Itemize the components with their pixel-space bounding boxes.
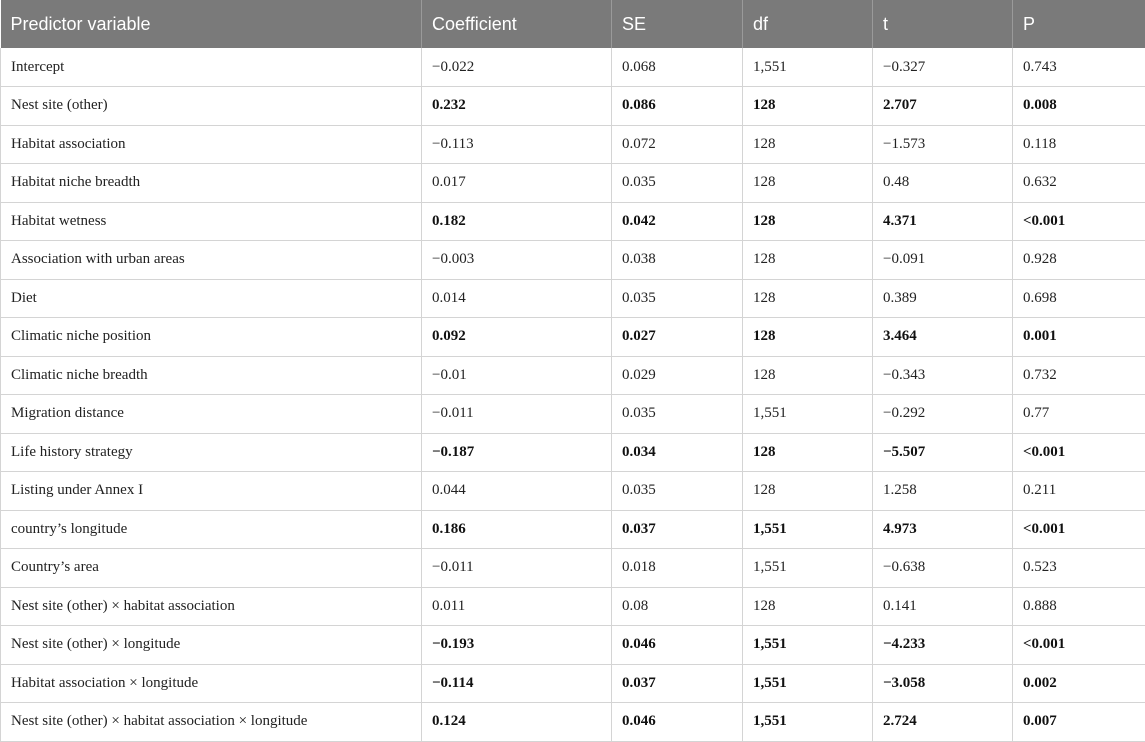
coefficient-cell: −0.193 xyxy=(422,626,612,665)
p-cell: 0.008 xyxy=(1013,87,1145,126)
t-cell: −0.292 xyxy=(873,395,1013,434)
predictor-variable-cell: Life history strategy xyxy=(1,433,422,472)
predictor-variable-cell: Habitat association xyxy=(1,125,422,164)
se-cell: 0.046 xyxy=(612,703,743,742)
table-row xyxy=(1,510,1145,549)
se-cell: 0.037 xyxy=(612,664,743,703)
table-row xyxy=(1,48,1145,87)
header-row xyxy=(1,0,1145,48)
t-cell: −4.233 xyxy=(873,626,1013,665)
coefficient-cell: −0.114 xyxy=(422,664,612,703)
df-cell: 128 xyxy=(743,279,873,318)
table-row xyxy=(1,626,1145,665)
se-cell: 0.035 xyxy=(612,472,743,511)
se-cell: 0.038 xyxy=(612,241,743,280)
df-cell: 128 xyxy=(743,125,873,164)
predictor-variable-cell: Nest site (other) × habitat association × longitude xyxy=(1,703,422,742)
df-cell: 1,551 xyxy=(743,510,873,549)
t-cell: 4.973 xyxy=(873,510,1013,549)
header-p: P xyxy=(1013,0,1145,48)
p-cell: 0.007 xyxy=(1013,703,1145,742)
df-cell: 1,551 xyxy=(743,395,873,434)
df-cell: 128 xyxy=(743,472,873,511)
df-cell: 128 xyxy=(743,318,873,357)
p-cell: 0.743 xyxy=(1013,48,1145,87)
coefficient-cell: 0.232 xyxy=(422,87,612,126)
t-cell: 2.724 xyxy=(873,703,1013,742)
coefficient-cell: −0.01 xyxy=(422,356,612,395)
header-se: SE xyxy=(612,0,743,48)
df-cell: 128 xyxy=(743,87,873,126)
table-row xyxy=(1,87,1145,126)
predictor-variable-cell: Intercept xyxy=(1,48,422,87)
predictor-variable-cell: Climatic niche position xyxy=(1,318,422,357)
coefficient-cell: −0.011 xyxy=(422,549,612,588)
predictor-variable-cell: Habitat niche breadth xyxy=(1,164,422,203)
se-cell: 0.046 xyxy=(612,626,743,665)
header-predictor-variable: Predictor variable xyxy=(1,0,422,48)
t-cell: 0.48 xyxy=(873,164,1013,203)
header-t: t xyxy=(873,0,1013,48)
df-cell: 128 xyxy=(743,202,873,241)
predictor-variable-cell: Diet xyxy=(1,279,422,318)
table-row xyxy=(1,164,1145,203)
coefficient-cell: 0.186 xyxy=(422,510,612,549)
se-cell: 0.018 xyxy=(612,549,743,588)
p-cell: 0.211 xyxy=(1013,472,1145,511)
table-row xyxy=(1,433,1145,472)
t-cell: −0.327 xyxy=(873,48,1013,87)
table-row xyxy=(1,318,1145,357)
t-cell: −1.573 xyxy=(873,125,1013,164)
p-cell: <0.001 xyxy=(1013,626,1145,665)
coefficient-cell: 0.182 xyxy=(422,202,612,241)
t-cell: −5.507 xyxy=(873,433,1013,472)
se-cell: 0.027 xyxy=(612,318,743,357)
df-cell: 128 xyxy=(743,164,873,203)
t-cell: −0.091 xyxy=(873,241,1013,280)
predictor-variable-cell: country’s longitude xyxy=(1,510,422,549)
se-cell: 0.037 xyxy=(612,510,743,549)
df-cell: 128 xyxy=(743,587,873,626)
table-row xyxy=(1,472,1145,511)
p-cell: 0.732 xyxy=(1013,356,1145,395)
t-cell: 2.707 xyxy=(873,87,1013,126)
se-cell: 0.042 xyxy=(612,202,743,241)
p-cell: 0.698 xyxy=(1013,279,1145,318)
predictor-variable-cell: Nest site (other) xyxy=(1,87,422,126)
p-cell: 0.928 xyxy=(1013,241,1145,280)
se-cell: 0.029 xyxy=(612,356,743,395)
table-row xyxy=(1,703,1145,742)
t-cell: −0.638 xyxy=(873,549,1013,588)
table-row xyxy=(1,279,1145,318)
df-cell: 1,551 xyxy=(743,626,873,665)
coefficient-cell: −0.003 xyxy=(422,241,612,280)
t-cell: 0.141 xyxy=(873,587,1013,626)
table-body xyxy=(1,48,1145,741)
table-row xyxy=(1,395,1145,434)
p-cell: <0.001 xyxy=(1013,433,1145,472)
df-cell: 1,551 xyxy=(743,48,873,87)
se-cell: 0.072 xyxy=(612,125,743,164)
df-cell: 128 xyxy=(743,241,873,280)
predictor-variable-cell: Habitat association × longitude xyxy=(1,664,422,703)
se-cell: 0.035 xyxy=(612,279,743,318)
df-cell: 128 xyxy=(743,433,873,472)
se-cell: 0.034 xyxy=(612,433,743,472)
coefficient-cell: −0.011 xyxy=(422,395,612,434)
predictor-variable-cell: Listing under Annex I xyxy=(1,472,422,511)
table-row xyxy=(1,664,1145,703)
t-cell: 1.258 xyxy=(873,472,1013,511)
se-cell: 0.035 xyxy=(612,164,743,203)
p-cell: <0.001 xyxy=(1013,510,1145,549)
t-cell: 3.464 xyxy=(873,318,1013,357)
t-cell: −3.058 xyxy=(873,664,1013,703)
predictor-variable-cell: Climatic niche breadth xyxy=(1,356,422,395)
coefficient-cell: 0.014 xyxy=(422,279,612,318)
header-coefficient: Coefficient xyxy=(422,0,612,48)
table-row xyxy=(1,125,1145,164)
table-row xyxy=(1,587,1145,626)
predictor-variable-cell: Nest site (other) × habitat association xyxy=(1,587,422,626)
p-cell: 0.888 xyxy=(1013,587,1145,626)
table-row xyxy=(1,241,1145,280)
p-cell: 0.632 xyxy=(1013,164,1145,203)
p-cell: <0.001 xyxy=(1013,202,1145,241)
predictor-variable-cell: Nest site (other) × longitude xyxy=(1,626,422,665)
coefficient-cell: 0.017 xyxy=(422,164,612,203)
p-cell: 0.001 xyxy=(1013,318,1145,357)
table-row xyxy=(1,549,1145,588)
p-cell: 0.002 xyxy=(1013,664,1145,703)
df-cell: 128 xyxy=(743,356,873,395)
table-header xyxy=(1,0,1145,48)
table-row xyxy=(1,202,1145,241)
coefficient-cell: −0.022 xyxy=(422,48,612,87)
se-cell: 0.086 xyxy=(612,87,743,126)
predictor-variable-cell: Habitat wetness xyxy=(1,202,422,241)
p-cell: 0.523 xyxy=(1013,549,1145,588)
t-cell: 4.371 xyxy=(873,202,1013,241)
predictor-variable-cell: Association with urban areas xyxy=(1,241,422,280)
predictor-variable-cell: Country’s area xyxy=(1,549,422,588)
p-cell: 0.118 xyxy=(1013,125,1145,164)
df-cell: 1,551 xyxy=(743,703,873,742)
se-cell: 0.08 xyxy=(612,587,743,626)
coefficient-cell: −0.113 xyxy=(422,125,612,164)
predictor-variable-cell: Migration distance xyxy=(1,395,422,434)
se-cell: 0.068 xyxy=(612,48,743,87)
header-df: df xyxy=(743,0,873,48)
table-row xyxy=(1,356,1145,395)
coefficient-cell: 0.044 xyxy=(422,472,612,511)
se-cell: 0.035 xyxy=(612,395,743,434)
t-cell: 0.389 xyxy=(873,279,1013,318)
p-cell: 0.77 xyxy=(1013,395,1145,434)
df-cell: 1,551 xyxy=(743,549,873,588)
t-cell: −0.343 xyxy=(873,356,1013,395)
coefficient-cell: 0.124 xyxy=(422,703,612,742)
df-cell: 1,551 xyxy=(743,664,873,703)
coefficient-cell: 0.011 xyxy=(422,587,612,626)
coefficient-cell: −0.187 xyxy=(422,433,612,472)
coefficient-cell: 0.092 xyxy=(422,318,612,357)
